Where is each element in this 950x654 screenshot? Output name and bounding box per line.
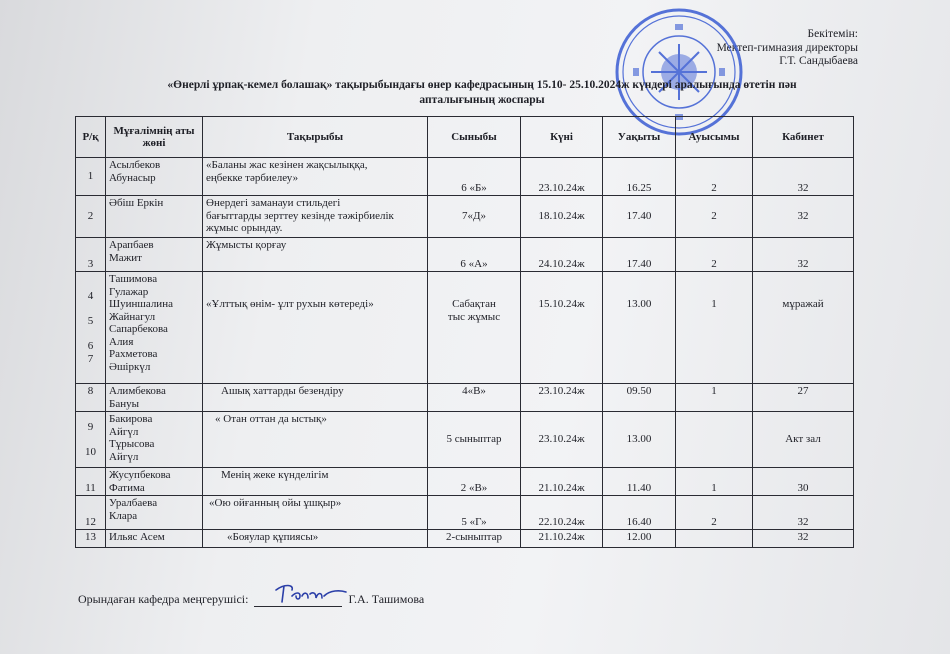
date: 18.10.24ж: [521, 196, 603, 238]
room: 27: [753, 384, 854, 412]
header-cell: Ауысымы: [676, 117, 753, 158]
grade: 6 «Б»: [428, 158, 521, 196]
row-number: 1: [76, 158, 106, 196]
teacher-name: Уралбаева Клара: [106, 496, 203, 530]
room: 32: [753, 530, 854, 548]
table-header-row: [76, 117, 854, 158]
time: 17.40: [603, 196, 676, 238]
row-number: 4 5 6 7: [76, 272, 106, 384]
footer-name: Г.А. Ташимова: [348, 592, 425, 606]
table-row: [76, 496, 854, 530]
grade: Сабақтан тыс жұмыс: [428, 272, 521, 384]
time: 13.00: [603, 272, 676, 384]
row-number: 2: [76, 196, 106, 238]
header-cell: Уақыты: [603, 117, 676, 158]
row-number: 11: [76, 468, 106, 496]
teacher-name: Асылбеков Абунасыр: [106, 158, 203, 196]
teacher-name: Әбіш Еркін: [106, 196, 203, 238]
row-number: 3: [76, 238, 106, 272]
room: 30: [753, 468, 854, 496]
time: 16.40: [603, 496, 676, 530]
table-row: [76, 384, 854, 412]
approval-position: Мектеп-гимназия директоры: [716, 41, 858, 54]
row-number: 12: [76, 496, 106, 530]
grade: 5 «Г»: [428, 496, 521, 530]
table-row: [76, 530, 854, 548]
shift: 2: [676, 196, 753, 238]
header-cell: Мұғалімнің аты жөні: [106, 117, 203, 158]
row-number: 13: [76, 530, 106, 548]
topic: « Отан оттан да ыстық»: [203, 412, 428, 468]
approval-name: Г.Т. Сандыбаева: [779, 55, 858, 67]
grade: 2-сыныптар: [428, 530, 521, 548]
room: 32: [753, 496, 854, 530]
topic: Ашық хаттарды безендіру: [203, 384, 428, 412]
room: 32: [753, 196, 854, 238]
date: 24.10.24ж: [521, 238, 603, 272]
header-cell: Сыныбы: [428, 117, 521, 158]
header-cell: Тақырыбы: [203, 117, 428, 158]
document-title: [72, 78, 892, 108]
table-row: [76, 158, 854, 196]
shift: [676, 412, 753, 468]
grade: 7«Д»: [428, 196, 521, 238]
room: мұражай: [753, 272, 854, 384]
teacher-name: Арапбаев Мажит: [106, 238, 203, 272]
table-row: [76, 468, 854, 496]
topic: «Бояулар құпиясы»: [203, 530, 428, 548]
date: 23.10.24ж: [521, 384, 603, 412]
schedule-table: [75, 116, 854, 548]
handwritten-signature-icon: [270, 580, 350, 606]
shift: 1: [676, 468, 753, 496]
header-cell: Кабинет: [753, 117, 854, 158]
topic: Менің жеке күнделігім: [203, 468, 428, 496]
time: 12.00: [603, 530, 676, 548]
row-number: 8: [76, 384, 106, 412]
grade: 4«В»: [428, 384, 521, 412]
room: Акт зал: [753, 412, 854, 468]
shift: [676, 530, 753, 548]
header-cell: Күні: [521, 117, 603, 158]
topic: Жұмысты қорғау: [203, 238, 428, 272]
footer-label: Орындаған кафедра меңгерушісі:: [78, 592, 249, 606]
teacher-name: Жусупбекова Фатима: [106, 468, 203, 496]
approval-heading: Бекітемін:: [807, 28, 858, 40]
header-cell: Р/қ: [76, 117, 106, 158]
table-row: [76, 412, 854, 468]
row-number: 9 10: [76, 412, 106, 468]
date: 23.10.24ж: [521, 412, 603, 468]
time: 16.25: [603, 158, 676, 196]
time: 09.50: [603, 384, 676, 412]
title-line-2: апталығының жоспары: [419, 94, 545, 106]
table-row: [76, 238, 854, 272]
topic: Өнердегі заманауи стильдегі бағыттарды зерттеу кезінде тәжірбиелік жұмыс орындау.: [203, 196, 428, 238]
time: 13.00: [603, 412, 676, 468]
shift: 2: [676, 238, 753, 272]
date: 15.10.24ж: [521, 272, 603, 384]
title-line-1: «Өнерлі ұрпақ-кемел болашақ» тақырыбындағы өнер кафедрасының 15.10- 25.10.2024ж күндері аралығында өтетін пән: [167, 79, 797, 91]
shift: 2: [676, 158, 753, 196]
shift: 1: [676, 272, 753, 384]
teacher-name: Ильяс Асем: [106, 530, 203, 548]
time: 17.40: [603, 238, 676, 272]
shift: 2: [676, 496, 753, 530]
date: 23.10.24ж: [521, 158, 603, 196]
footer-signature-line: [78, 592, 424, 607]
grade: 2 «В»: [428, 468, 521, 496]
time: 11.40: [603, 468, 676, 496]
date: 21.10.24ж: [521, 530, 603, 548]
grade: 6 «А»: [428, 238, 521, 272]
topic: «Баланы жас кезінен жақсылыққа, еңбекке тәрбиелеу»: [203, 158, 428, 196]
topic: «Ою ойғанның ойы ұшқыр»: [203, 496, 428, 530]
teacher-name: Бакирова Айгүл Тұрысова Айгүл: [106, 412, 203, 468]
teacher-name: Ташимова Гулажар Шуиншалина Жайнагул Сапарбекова Алия Рахметова Әшіркүл: [106, 272, 203, 384]
date: 21.10.24ж: [521, 468, 603, 496]
table-row: [76, 272, 854, 384]
shift: 1: [676, 384, 753, 412]
room: 32: [753, 158, 854, 196]
room: 32: [753, 238, 854, 272]
grade: 5 сыныптар: [428, 412, 521, 468]
topic: «Ұлттық өнім- ұлт рухын көтереді»: [203, 272, 428, 384]
teacher-name: Алимбекова Бануы: [106, 384, 203, 412]
date: 22.10.24ж: [521, 496, 603, 530]
table-row: [76, 196, 854, 238]
